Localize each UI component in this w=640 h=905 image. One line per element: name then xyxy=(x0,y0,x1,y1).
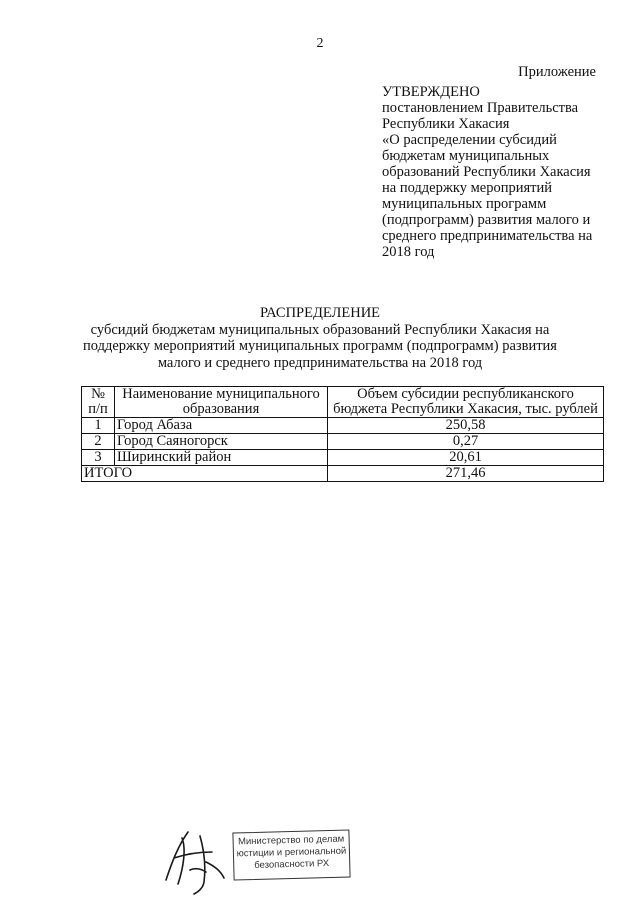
header-num-line: п/п xyxy=(88,401,108,417)
handwritten-signature xyxy=(160,822,230,900)
row-name: Ширинский район xyxy=(115,450,328,466)
total-amount: 271,46 xyxy=(328,466,604,482)
page-number: 2 xyxy=(316,36,324,51)
row-num: 2 xyxy=(82,434,115,450)
distribution-table xyxy=(81,386,604,482)
total-label: ИТОГО xyxy=(82,466,328,482)
approval-line: образований Республики Хакасия xyxy=(382,164,591,180)
header-amount xyxy=(328,387,604,418)
row-num: 3 xyxy=(82,450,115,466)
document-title: РАСПРЕДЕЛЕНИЕ xyxy=(259,305,381,321)
approval-line: (подпрограмм) развития малого и xyxy=(382,212,591,228)
row-amount: 20,61 xyxy=(328,450,604,466)
document-heading xyxy=(0,305,640,371)
approval-line: бюджетам муниципальных xyxy=(382,148,550,164)
approval-line: УТВЕРЖДЕНО xyxy=(382,84,480,100)
row-name: Город Абаза xyxy=(115,418,328,434)
header-num xyxy=(82,387,115,418)
header-amount-line: бюджета Республики Хакасия, тыс. рублей xyxy=(333,401,598,417)
heading-line: субсидий бюджетам муниципальных образований Республики Хакасия на xyxy=(90,321,550,338)
row-num: 1 xyxy=(82,418,115,434)
header-name-line: образования xyxy=(182,401,260,417)
header-name xyxy=(115,387,328,418)
total-row xyxy=(82,466,604,482)
heading-line: малого и среднего предпринимательства на 2018 год xyxy=(157,354,483,371)
approval-line: муниципальных программ xyxy=(382,196,547,212)
registration-stamp xyxy=(232,829,350,880)
row-name: Город Саяногорск xyxy=(115,434,328,450)
approval-line: среднего предпринимательства на xyxy=(382,228,593,244)
approval-line: Республики Хакасия xyxy=(382,116,510,132)
table-header-row xyxy=(82,387,604,418)
stamp-line: безопасности РХ xyxy=(254,858,330,871)
appendix-label: Приложение xyxy=(518,64,596,80)
row-amount: 250,58 xyxy=(328,418,604,434)
table-row xyxy=(82,418,604,434)
approval-line: 2018 год xyxy=(382,244,435,260)
header-num-line: № xyxy=(91,386,105,402)
header-amount-line: Объем субсидии республиканского xyxy=(357,386,574,402)
table-row xyxy=(82,450,604,466)
approval-line: постановлением Правительства xyxy=(382,100,579,116)
approval-line: на поддержку мероприятий xyxy=(382,180,552,196)
table-row xyxy=(82,434,604,450)
stamp-line: Министерство по делам xyxy=(237,833,345,848)
header-name-line: Наименование муниципального xyxy=(122,386,320,402)
heading-line: поддержку мероприятий муниципальных программ (подпрограмм) развития xyxy=(83,338,557,354)
approval-line: «О распределении субсидий xyxy=(382,132,557,148)
approval-block xyxy=(382,84,612,260)
stamp-line: юстиции и региональной xyxy=(236,845,347,860)
row-amount: 0,27 xyxy=(328,434,604,450)
